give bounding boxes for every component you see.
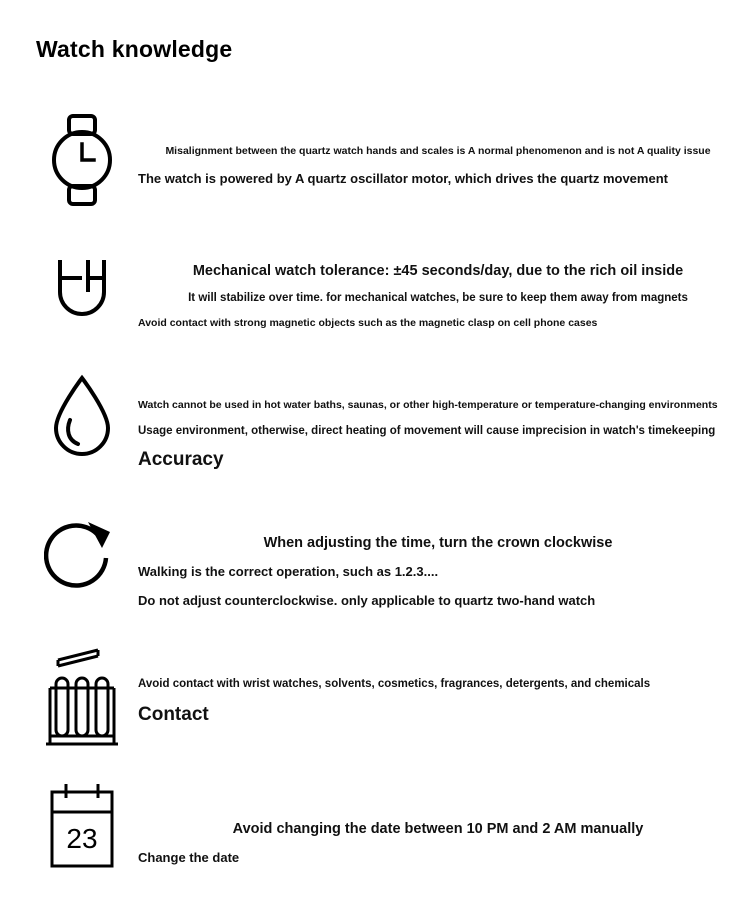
text-line: Avoid contact with strong magnetic objects such as the magnetic clasp on cell phone cases [138,316,598,329]
text-line: Do not adjust counterclockwise. only applicable to quartz two-hand watch [138,592,596,608]
calendar-icon [34,782,130,882]
text-line: Change the date [138,850,240,866]
text-line: Contact [138,704,209,726]
text-line: Accuracy [138,449,224,470]
section-quartz-text [138,144,738,189]
section-date-text [138,818,738,869]
test-tubes-icon [34,644,130,754]
clockwise-arrow-icon [34,514,130,604]
section-magnet-text [138,260,738,331]
text-line: Avoid contact with wrist watches, solvents, cosmetics, fragrances, detergents, and chemicals [138,678,651,690]
water-drop-icon [34,372,130,462]
text-line: Misalignment between the quartz watch hands and scales is A normal phenomenon and is not A quality issue [165,145,711,157]
section-water-text [138,398,738,475]
watch-icon [34,112,130,208]
text-line: Mechanical watch tolerance: ±45 seconds/day, due to the rich oil inside [192,263,684,279]
section-crown-text [138,532,738,611]
page-title: Watch knowledge [36,36,233,62]
section-chemicals-text [138,676,738,730]
text-line: Walking is the correct operation, such as 1.2.3.... [138,564,439,580]
text-line: Avoid changing the date between 10 PM and 2 AM manually [232,821,644,837]
calendar-day: 23 [66,823,98,854]
text-line: Watch cannot be used in hot water baths, saunas, or other high-temperature or temperature-changing environments [138,399,718,411]
text-line: When adjusting the time, turn the crown clockwise [263,535,613,551]
text-line: Usage environment, otherwise, direct heating of movement will cause imprecision in watch's timekeeping [138,424,716,437]
text-line: The watch is powered by A quartz oscillator motor, which drives the quartz movement [138,170,668,186]
text-line: It will stabilize over time. for mechanical watches, be sure to keep them away from magnets [188,292,688,305]
magnet-icon [34,248,130,328]
